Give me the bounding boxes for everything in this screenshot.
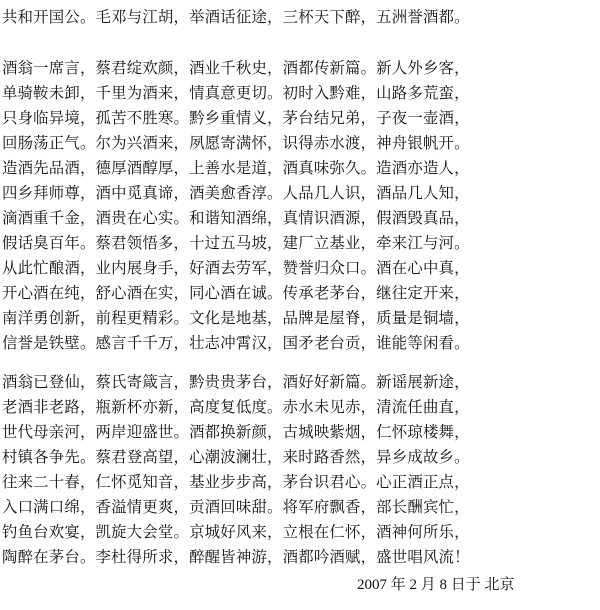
poem-line: 共和开国公。毛邓与江胡，举酒话征途，三杯天下醉，五洲誉酒都。 xyxy=(2,8,470,26)
poem-line: 从此忙酿酒，业内展身手，好酒去劳军，赞誉归众口。酒在心中真， xyxy=(2,259,470,277)
poem-line: 单骑鞍未卸，千里为酒来，情真意更切。初时入黔难，山路多荒蛮， xyxy=(2,84,470,102)
poem-line: 陶醉在茅台。李杜得所求，醉醒皆神游，酒都吟酒赋，盛世唱风流！ xyxy=(2,548,470,566)
poem-line: 造酒先品酒，德厚酒醇厚，上善水是道，酒真味弥久。造酒亦造人， xyxy=(2,159,470,177)
poem-line: 只身临异境，孤苦不胜寒。黔乡重情义，茅台结兄弟，子夜一壶酒， xyxy=(2,109,470,127)
poem-line: 世代母亲河，两岸迎盛世。酒都换新颜，古城映紫烟，仁怀琼楼舞， xyxy=(2,423,470,441)
poem-line: 钓鱼台欢宴，凯旋大会堂。京城好风来，立根在仁怀，酒神何所乐， xyxy=(2,523,470,541)
poem-line: 老酒非老路，瓶新杯亦新，高度复低度。赤水未见赤，清流任曲直， xyxy=(2,398,470,416)
poem-line: 酒翁已登仙，蔡氏寄箴言，黔贵贵茅台，酒好好新篇。新谣展新途， xyxy=(2,373,470,391)
poem-line: 四乡拜师尊，酒中觅真谛，酒美愈香淳。人品几人识，酒品几人知， xyxy=(2,184,470,202)
poem-line: 酒翁一席言，蔡君绽欢颜，酒业千秋史，酒都传新篇。新人外乡客， xyxy=(2,59,470,77)
poem-line: 回肠荡正气。尔为兴酒来，夙愿寄满怀，识得赤水渡，神舟银帆开。 xyxy=(2,134,470,152)
signature-date: 2007 年 2 月 8 日于 北京 xyxy=(357,577,515,593)
poem-line: 往来二十春，仁怀觅知音，基业步步高，茅台识君心。心正酒正点， xyxy=(2,473,470,491)
poem-line: 入口满口绵，香溢情更爽，贡酒回味甜。将军府飘香，部长酬宾忙， xyxy=(2,498,470,516)
poem-line: 假话臭百年。蔡君领悟多，十过五马坡，建厂立基业，牵来江与河。 xyxy=(2,234,470,252)
poem-line: 信誉是铁壁。感言千千万，壮志冲霄汉，国矛老台贡，谁能等闲看。 xyxy=(2,334,470,352)
poem-line: 南洋勇创新，前程更精彩。文化是地基，品牌是屋脊，质量是铜墙， xyxy=(2,309,470,327)
poem-line: 滴酒重千金，酒贵在心实。和谐知酒绵，真情识酒源，假酒毁真品， xyxy=(2,209,470,227)
poem-line: 村镇各争先。蔡君登高望，心潮波澜壮，来时路香然，异乡成故乡。 xyxy=(2,448,470,466)
poem-line: 开心酒在纯，舒心酒在实，同心酒在诚。传承老茅台，继往定开来， xyxy=(2,284,470,302)
